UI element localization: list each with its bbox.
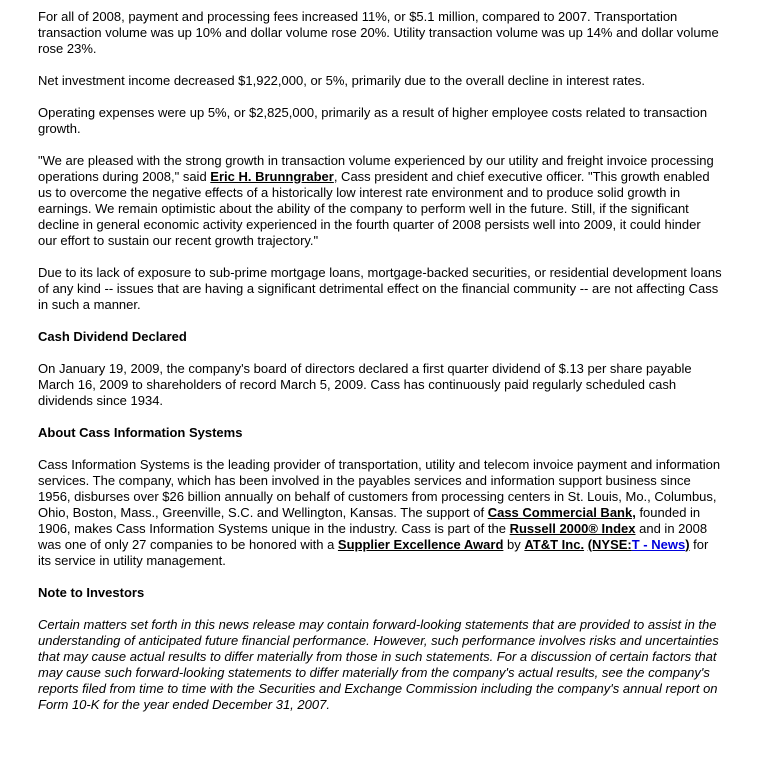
text-run: , Cass president and chief executive officer. "This growth enabled us to overcome the negative effects of a historically low interest rate environment and to produce solid growth in earnings. We remain optimistic about the ability of the company to perform well in the future. Still, if the significant decline in general economic activity experienced in the fourth quarter of 2008 persists well into 2009, it could hinder our effort to sustain our recent growth trajectory." bbox=[38, 169, 710, 248]
heading-about-cass-information-systems bbox=[38, 425, 722, 441]
text-run: Cass Information Systems is the leading provider of transportation, utility and telecom invoice payment and information services. The company, which has been involved in the payables services and information support business since 1956, disburses over $26 billion annually on behalf of customers from processing centers in St. Louis, Mo., Columbus, Ohio, Boston, Mass., Greenville, S.C. and Wellington, Kansas. The support of bbox=[38, 457, 721, 520]
para-forward-looking-statements bbox=[38, 617, 722, 713]
text-run: On January 19, 2009, the company's board of directors declared a first quarter dividend of $.13 per share payable March 16, 2009 to shareholders of record March 5, 2009. Cass has continuously paid regularly scheduled cash dividends since 1934. bbox=[38, 361, 692, 408]
ticker-link-t-news[interactable]: T - News bbox=[631, 537, 686, 552]
para-dividend-details bbox=[38, 361, 722, 409]
heading-cash-dividend-declared bbox=[38, 329, 722, 345]
link-supplier-excellence-award[interactable]: Supplier Excellence Award bbox=[337, 537, 504, 552]
para-subprime-exposure bbox=[38, 265, 722, 313]
para-about-cass bbox=[38, 457, 722, 569]
text-run: founded in 1906, makes Cass Information Systems unique in the industry. Cass is part of the bbox=[38, 505, 701, 536]
text-run: for its service in utility management. bbox=[38, 537, 709, 568]
link-att-inc[interactable]: AT&T Inc. bbox=[524, 537, 585, 552]
para-ceo-quote bbox=[38, 153, 722, 249]
heading-note-to-investors bbox=[38, 585, 722, 601]
text-run: Cash Dividend Declared bbox=[38, 329, 187, 344]
text-run: "We are pleased with the strong growth in transaction volume experienced by our utility and freight invoice processing operations during 2008," said bbox=[38, 153, 714, 184]
text-run: Due to its lack of exposure to sub-prime mortgage loans, mortgage-backed securities, or residential development loans of any kind -- issues that are having a significant detrimental effect on the financial community -- are not affecting Cass in such a manner. bbox=[38, 265, 722, 312]
nyse-ticker-prefix[interactable]: (NYSE: bbox=[587, 537, 632, 552]
text-run: Note to Investors bbox=[38, 585, 145, 600]
text-run: Certain matters set forth in this news release may contain forward-looking statements that are provided to assist in the understanding of anticipated future financial performance. However, such performance involves risks and uncertainties that may cause actual results to differ materially from those in such statements. For a discussion of certain factors that may cause such forward-looking statements to differ materially from the company's actual results, see the company's reports filed from time to time with the Securities and Exchange Commission including the company's annual report on Form 10-K for the year ended December 31, 2007. bbox=[38, 617, 719, 712]
para-payment-processing-fees bbox=[38, 9, 722, 57]
text-run: Net investment income decreased $1,922,000, or 5%, primarily due to the overall decline in interest rates. bbox=[38, 73, 645, 88]
text-run: and in 2008 was one of only 27 companies to be honored with a bbox=[38, 521, 708, 552]
link-russell-2000-index[interactable]: Russell 2000® Index bbox=[509, 521, 636, 536]
link-cass-commercial-bank[interactable]: Cass Commercial Bank, bbox=[487, 505, 636, 520]
text-run: Operating expenses were up 5%, or $2,825,000, primarily as a result of higher employee costs related to transaction growth. bbox=[38, 105, 708, 136]
para-operating-expenses bbox=[38, 105, 722, 137]
text-run: For all of 2008, payment and processing fees increased 11%, or $5.1 million, compared to 2007. Transportation transaction volume was up 10% and dollar volume rose 20%. Utility transaction volume was up 14% and dollar volume rose 23%. bbox=[38, 9, 719, 56]
nyse-ticker-suffix[interactable]: ) bbox=[685, 537, 690, 552]
text-run: About Cass Information Systems bbox=[38, 425, 243, 440]
text-run: by bbox=[503, 537, 525, 552]
para-net-investment-income bbox=[38, 73, 722, 89]
link-eric-h-brunngraber[interactable]: Eric H. Brunngraber bbox=[210, 169, 334, 184]
